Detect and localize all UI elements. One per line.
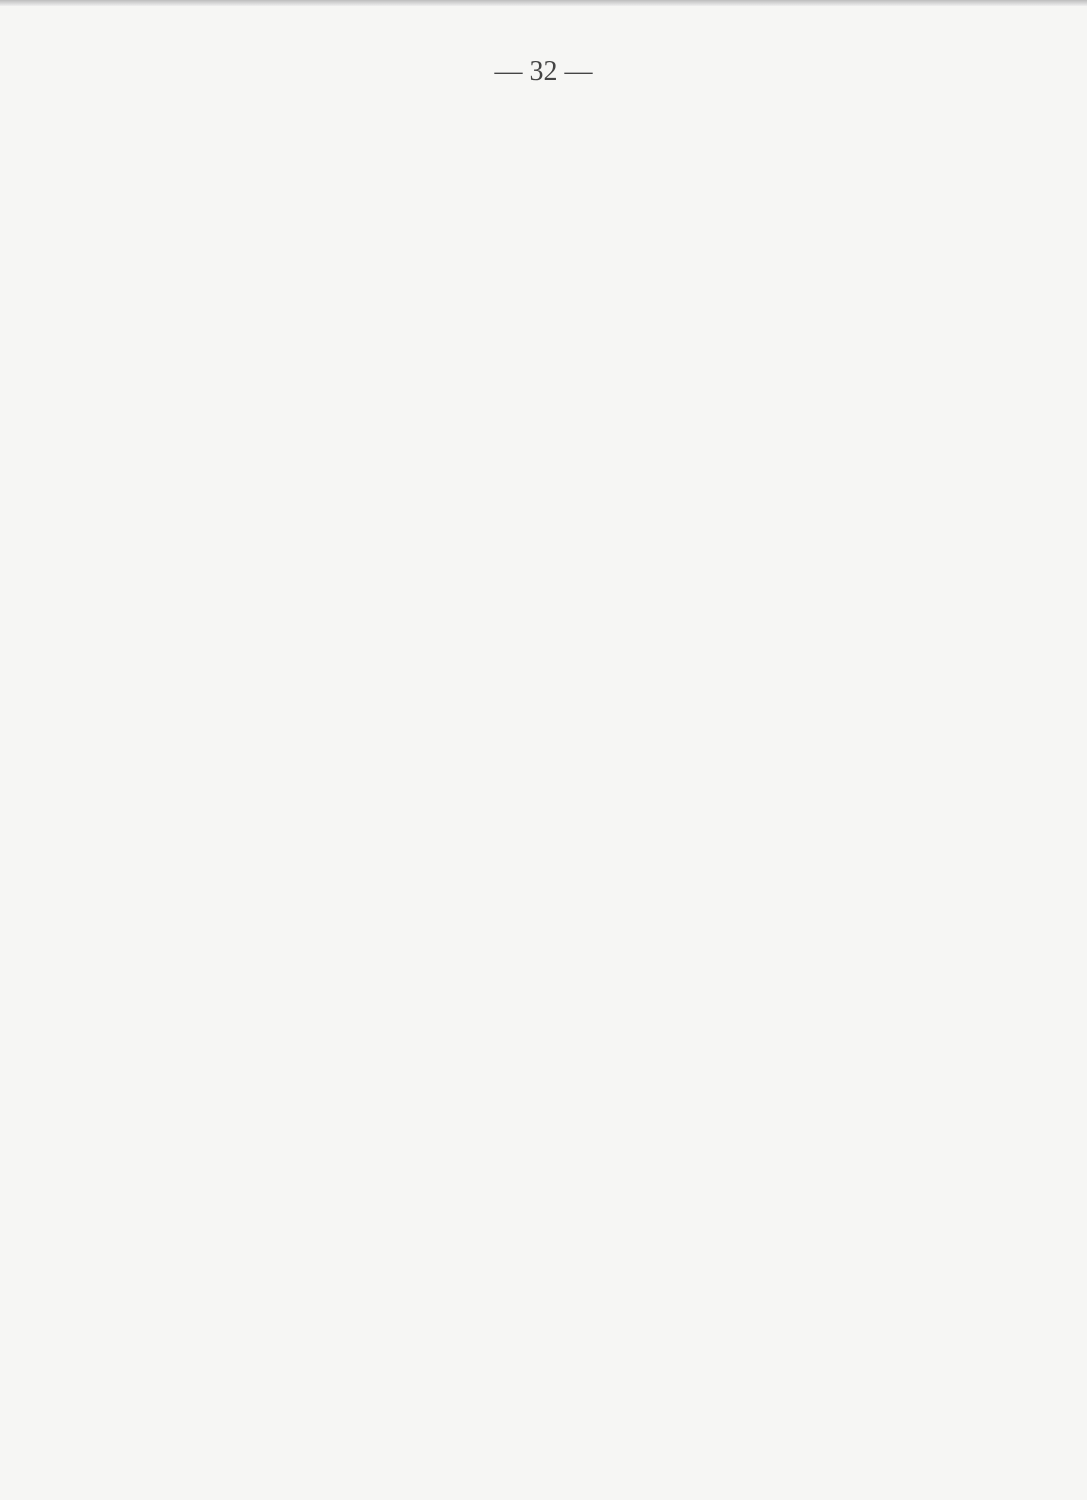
- page-number: — 32 —: [494, 56, 593, 87]
- subheading-line-1: [200, 748, 990, 749]
- top-edge-rule: [0, 0, 1087, 6]
- paragraph-1: [160, 118, 1022, 528]
- paragraph-2: [160, 536, 1022, 644]
- paragraph-3: [160, 842, 1022, 1462]
- subheading-line-2: [200, 790, 990, 791]
- section-heading: [0, 688, 1087, 689]
